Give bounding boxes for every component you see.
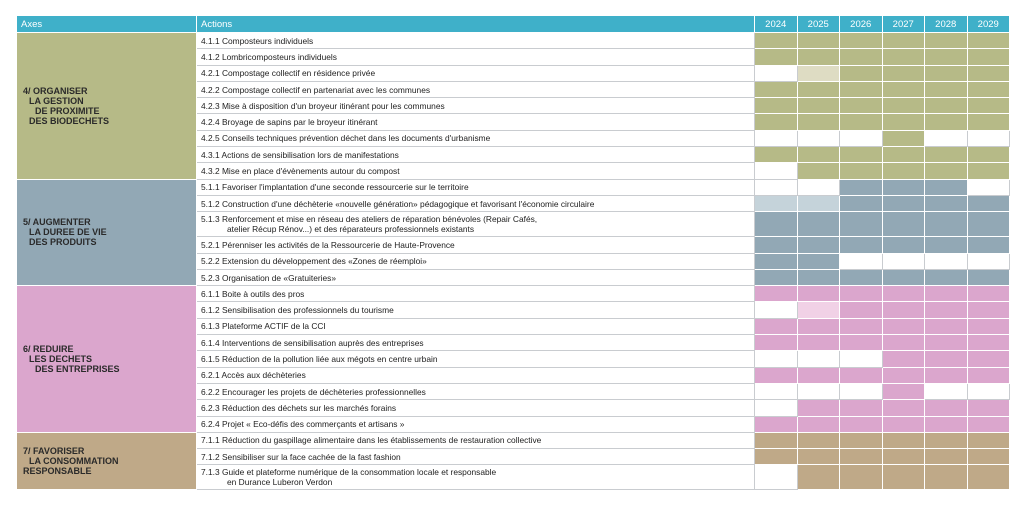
year-cell-2024 [755, 179, 798, 195]
year-cell-2026 [840, 147, 883, 163]
year-cell-2026 [840, 335, 883, 351]
axis-label-line: LES DECHETS [29, 353, 93, 364]
year-cell-2027 [882, 269, 925, 285]
year-cell-2028 [925, 400, 968, 416]
action-cell [197, 465, 755, 490]
year-cell-2029 [967, 432, 1010, 448]
year-cell-2025 [797, 65, 840, 81]
year-cell-2027 [882, 98, 925, 114]
action-label: en Durance Luberon Verdon [227, 477, 333, 488]
action-label: 5.1.3 Renforcement et mise en réseau des ateliers de réparation bénévoles (Repair Cafés, [201, 214, 538, 225]
year-cell-2026 [840, 302, 883, 318]
year-cell-2029 [967, 465, 1010, 490]
year-cell-2027 [882, 335, 925, 351]
action-label: 5.1.1 Favoriser l'implantation d'une seconde ressourcerie sur le territoire [201, 182, 469, 193]
year-cell-2025 [797, 449, 840, 465]
year-cell-2025 [797, 81, 840, 97]
year-cell-2028 [925, 269, 968, 285]
year-cell-2024 [755, 335, 798, 351]
header-axes: Axes [17, 16, 197, 33]
year-cell-2024 [755, 400, 798, 416]
action-label: 6.2.4 Projet « Eco-défis des commerçants et artisans » [201, 419, 405, 430]
year-cell-2027 [882, 81, 925, 97]
year-cell-2026 [840, 449, 883, 465]
year-cell-2025 [797, 212, 840, 237]
year-cell-2024 [755, 286, 798, 302]
axis-cell-a6 [17, 286, 197, 433]
year-cell-2028 [925, 163, 968, 179]
year-cell-2025 [797, 237, 840, 253]
year-cell-2027 [882, 179, 925, 195]
year-cell-2026 [840, 367, 883, 383]
year-cell-2028 [925, 179, 968, 195]
action-cell [197, 212, 755, 237]
action-label: 6.1.2 Sensibilisation des professionnels du tourisme [201, 305, 394, 316]
action-cell [197, 237, 755, 253]
axis-label-line: 7/ FAVORISER [23, 446, 85, 457]
year-cell-2028 [925, 212, 968, 237]
year-cell-2027 [882, 49, 925, 65]
year-cell-2029 [967, 286, 1010, 302]
year-cell-2026 [840, 465, 883, 490]
year-cell-2028 [925, 130, 968, 146]
year-cell-2029 [967, 179, 1010, 195]
action-label: 4.1.2 Lombricomposteurs individuels [201, 51, 337, 62]
action-label: 7.1.1 Réduction du gaspillage alimentaire dans les établissements de restauration collective [201, 435, 542, 446]
year-cell-2028 [925, 351, 968, 367]
axis-label-line: DE PROXIMITE [35, 105, 100, 116]
year-cell-2028 [925, 195, 968, 211]
year-cell-2027 [882, 163, 925, 179]
action-cell [197, 49, 755, 65]
year-cell-2028 [925, 49, 968, 65]
action-label: 6.2.1 Accès aux déchèteries [201, 370, 306, 381]
header-year: 2025 [797, 16, 840, 33]
year-cell-2026 [840, 383, 883, 399]
year-cell-2029 [967, 114, 1010, 130]
year-cell-2025 [797, 195, 840, 211]
year-cell-2026 [840, 269, 883, 285]
action-cell [197, 130, 755, 146]
year-cell-2025 [797, 286, 840, 302]
header-year: 2028 [925, 16, 968, 33]
year-cell-2027 [882, 33, 925, 49]
action-cell [197, 432, 755, 448]
year-cell-2029 [967, 65, 1010, 81]
header-year: 2026 [840, 16, 883, 33]
year-cell-2026 [840, 114, 883, 130]
action-cell [197, 302, 755, 318]
table-row [17, 432, 1010, 448]
action-label: 6.2.2 Encourager les projets de déchèteries professionnelles [201, 386, 426, 397]
year-cell-2025 [797, 335, 840, 351]
action-cell [197, 65, 755, 81]
action-cell [197, 163, 755, 179]
year-cell-2026 [840, 400, 883, 416]
action-cell [197, 269, 755, 285]
header-year: 2027 [882, 16, 925, 33]
action-label: 4.2.2 Compostage collectif en partenariat avec les communes [201, 84, 431, 95]
action-cell [197, 383, 755, 399]
year-cell-2029 [967, 351, 1010, 367]
action-cell [197, 98, 755, 114]
year-cell-2026 [840, 212, 883, 237]
year-cell-2027 [882, 318, 925, 334]
action-label: 6.1.4 Interventions de sensibilisation auprès des entreprises [201, 337, 424, 348]
action-label: 5.2.3 Organisation de «Gratuiteries» [201, 272, 337, 283]
year-cell-2025 [797, 400, 840, 416]
year-cell-2028 [925, 449, 968, 465]
year-cell-2024 [755, 33, 798, 49]
year-cell-2029 [967, 212, 1010, 237]
year-cell-2027 [882, 302, 925, 318]
year-cell-2026 [840, 65, 883, 81]
action-cell [197, 318, 755, 334]
year-cell-2029 [967, 81, 1010, 97]
axis-cell-a7 [17, 432, 197, 490]
year-cell-2024 [755, 147, 798, 163]
year-cell-2029 [967, 400, 1010, 416]
axis-label-line: 4/ ORGANISER [23, 85, 88, 96]
table-row [17, 33, 1010, 49]
year-cell-2029 [967, 253, 1010, 269]
axis-label-line: DES BIODECHETS [29, 115, 110, 126]
year-cell-2027 [882, 253, 925, 269]
action-label: 4.2.3 Mise à disposition d'un broyeur itinérant pour les communes [201, 100, 445, 111]
action-cell [197, 195, 755, 211]
action-label: 5.2.1 Pérenniser les activités de la Ressourcerie de Haute-Provence [201, 239, 455, 250]
table-body [17, 33, 1010, 490]
year-cell-2028 [925, 302, 968, 318]
year-cell-2024 [755, 212, 798, 237]
action-cell [197, 449, 755, 465]
action-label: 4.3.1 Actions de sensibilisation lors de manifestations [201, 149, 399, 160]
year-cell-2028 [925, 147, 968, 163]
action-label: 7.1.2 Sensibiliser sur la face cachée de la fast fashion [201, 451, 401, 462]
action-label: 4.2.1 Compostage collectif en résidence privée [201, 68, 376, 79]
axis-label-line: RESPONSABLE [23, 466, 92, 477]
year-cell-2027 [882, 237, 925, 253]
axis-label-line: 5/ AUGMENTER [23, 217, 91, 228]
year-cell-2025 [797, 367, 840, 383]
action-cell [197, 400, 755, 416]
year-cell-2025 [797, 98, 840, 114]
year-cell-2026 [840, 318, 883, 334]
action-cell [197, 367, 755, 383]
year-cell-2026 [840, 416, 883, 432]
year-cell-2025 [797, 416, 840, 432]
year-cell-2027 [882, 465, 925, 490]
action-cell [197, 114, 755, 130]
action-label: 5.1.2 Construction d'une déchèterie «nouvelle génération» pédagogique et favorisant l'économie circulaire [201, 198, 595, 209]
year-cell-2025 [797, 351, 840, 367]
axis-cell-a5 [17, 179, 197, 285]
year-cell-2024 [755, 253, 798, 269]
year-cell-2029 [967, 318, 1010, 334]
year-cell-2026 [840, 49, 883, 65]
year-cell-2024 [755, 367, 798, 383]
year-cell-2028 [925, 81, 968, 97]
action-label: 6.1.1 Boite à outils des pros [201, 288, 305, 299]
year-cell-2029 [967, 416, 1010, 432]
year-cell-2029 [967, 163, 1010, 179]
year-cell-2028 [925, 286, 968, 302]
year-cell-2024 [755, 383, 798, 399]
action-cell [197, 81, 755, 97]
action-plan-table [16, 15, 1010, 490]
year-cell-2029 [967, 449, 1010, 465]
year-cell-2027 [882, 147, 925, 163]
header-actions: Actions [197, 16, 755, 33]
year-cell-2024 [755, 130, 798, 146]
year-cell-2024 [755, 449, 798, 465]
header-row [17, 16, 1010, 33]
action-label: atelier Récup Rénov...) et des réparateurs professionnels existants [227, 224, 475, 235]
year-cell-2027 [882, 114, 925, 130]
action-label: 6.2.3 Réduction des déchets sur les marchés forains [201, 402, 397, 413]
year-cell-2029 [967, 335, 1010, 351]
year-cell-2025 [797, 253, 840, 269]
year-cell-2025 [797, 318, 840, 334]
year-cell-2026 [840, 432, 883, 448]
year-cell-2029 [967, 383, 1010, 399]
year-cell-2027 [882, 449, 925, 465]
table-row [17, 286, 1010, 302]
action-cell [197, 179, 755, 195]
year-cell-2029 [967, 269, 1010, 285]
year-cell-2026 [840, 130, 883, 146]
action-label: 6.1.5 Réduction de la pollution liée aux mégots en centre urbain [201, 353, 438, 364]
year-cell-2025 [797, 130, 840, 146]
year-cell-2025 [797, 269, 840, 285]
action-label: 7.1.3 Guide et plateforme numérique de la consommation locale et responsable [201, 467, 497, 478]
year-cell-2025 [797, 49, 840, 65]
year-cell-2024 [755, 98, 798, 114]
action-label: 4.1.1 Composteurs individuels [201, 35, 314, 46]
axis-label-line: 6/ REDUIRE [23, 343, 74, 354]
year-cell-2025 [797, 114, 840, 130]
year-cell-2027 [882, 351, 925, 367]
year-cell-2024 [755, 318, 798, 334]
axis-cell-a4 [17, 33, 197, 180]
action-cell [197, 351, 755, 367]
year-cell-2027 [882, 130, 925, 146]
action-label: 6.1.3 Plateforme ACTIF de la CCI [201, 321, 326, 332]
year-cell-2024 [755, 81, 798, 97]
year-cell-2029 [967, 302, 1010, 318]
year-cell-2024 [755, 49, 798, 65]
action-plan-table-container [16, 15, 1009, 490]
year-cell-2025 [797, 465, 840, 490]
year-cell-2028 [925, 253, 968, 269]
action-cell [197, 286, 755, 302]
year-cell-2029 [967, 147, 1010, 163]
year-cell-2027 [882, 416, 925, 432]
year-cell-2027 [882, 400, 925, 416]
year-cell-2024 [755, 114, 798, 130]
year-cell-2024 [755, 465, 798, 490]
year-cell-2027 [882, 432, 925, 448]
year-cell-2026 [840, 351, 883, 367]
action-cell [197, 416, 755, 432]
year-cell-2024 [755, 269, 798, 285]
year-cell-2028 [925, 383, 968, 399]
year-cell-2026 [840, 253, 883, 269]
year-cell-2028 [925, 114, 968, 130]
year-cell-2027 [882, 286, 925, 302]
axis-label-line: DES ENTREPRISES [35, 363, 120, 374]
year-cell-2025 [797, 33, 840, 49]
year-cell-2024 [755, 432, 798, 448]
action-label: 4.2.5 Conseils techniques prévention déchet dans les documents d'urbanisme [201, 133, 491, 144]
action-cell [197, 33, 755, 49]
year-cell-2029 [967, 33, 1010, 49]
year-cell-2028 [925, 367, 968, 383]
year-cell-2026 [840, 163, 883, 179]
year-cell-2024 [755, 351, 798, 367]
year-cell-2027 [882, 383, 925, 399]
year-cell-2028 [925, 33, 968, 49]
year-cell-2024 [755, 195, 798, 211]
axis-label-line: LA CONSOMMATION [29, 456, 119, 467]
year-cell-2028 [925, 432, 968, 448]
year-cell-2025 [797, 383, 840, 399]
year-cell-2024 [755, 302, 798, 318]
year-cell-2029 [967, 130, 1010, 146]
year-cell-2028 [925, 318, 968, 334]
year-cell-2025 [797, 179, 840, 195]
year-cell-2025 [797, 302, 840, 318]
year-cell-2028 [925, 335, 968, 351]
year-cell-2026 [840, 286, 883, 302]
year-cell-2024 [755, 163, 798, 179]
year-cell-2026 [840, 195, 883, 211]
year-cell-2028 [925, 237, 968, 253]
year-cell-2029 [967, 98, 1010, 114]
axis-label-line: LA DUREE DE VIE [29, 227, 107, 238]
year-cell-2026 [840, 33, 883, 49]
year-cell-2029 [967, 237, 1010, 253]
action-label: 4.3.2 Mise en place d'évènements autour du compost [201, 166, 400, 177]
axis-label-line: DES PRODUITS [29, 237, 97, 248]
year-cell-2027 [882, 65, 925, 81]
year-cell-2026 [840, 81, 883, 97]
action-cell [197, 335, 755, 351]
table-row [17, 179, 1010, 195]
year-cell-2027 [882, 212, 925, 237]
year-cell-2027 [882, 195, 925, 211]
year-cell-2026 [840, 179, 883, 195]
action-label: 5.2.2 Extension du développement des «Zones de réemploi» [201, 256, 427, 267]
year-cell-2029 [967, 195, 1010, 211]
year-cell-2029 [967, 49, 1010, 65]
year-cell-2025 [797, 432, 840, 448]
year-cell-2028 [925, 65, 968, 81]
year-cell-2024 [755, 237, 798, 253]
year-cell-2029 [967, 367, 1010, 383]
year-cell-2028 [925, 465, 968, 490]
year-cell-2024 [755, 65, 798, 81]
year-cell-2026 [840, 237, 883, 253]
header-year: 2029 [967, 16, 1010, 33]
action-label: 4.2.4 Broyage de sapins par le broyeur itinérant [201, 117, 378, 128]
year-cell-2028 [925, 416, 968, 432]
year-cell-2025 [797, 147, 840, 163]
year-cell-2024 [755, 416, 798, 432]
header-year: 2024 [755, 16, 798, 33]
year-cell-2026 [840, 98, 883, 114]
year-cell-2025 [797, 163, 840, 179]
year-cell-2028 [925, 98, 968, 114]
axis-label-line: LA GESTION [29, 95, 84, 106]
year-cell-2027 [882, 367, 925, 383]
action-cell [197, 253, 755, 269]
action-cell [197, 147, 755, 163]
